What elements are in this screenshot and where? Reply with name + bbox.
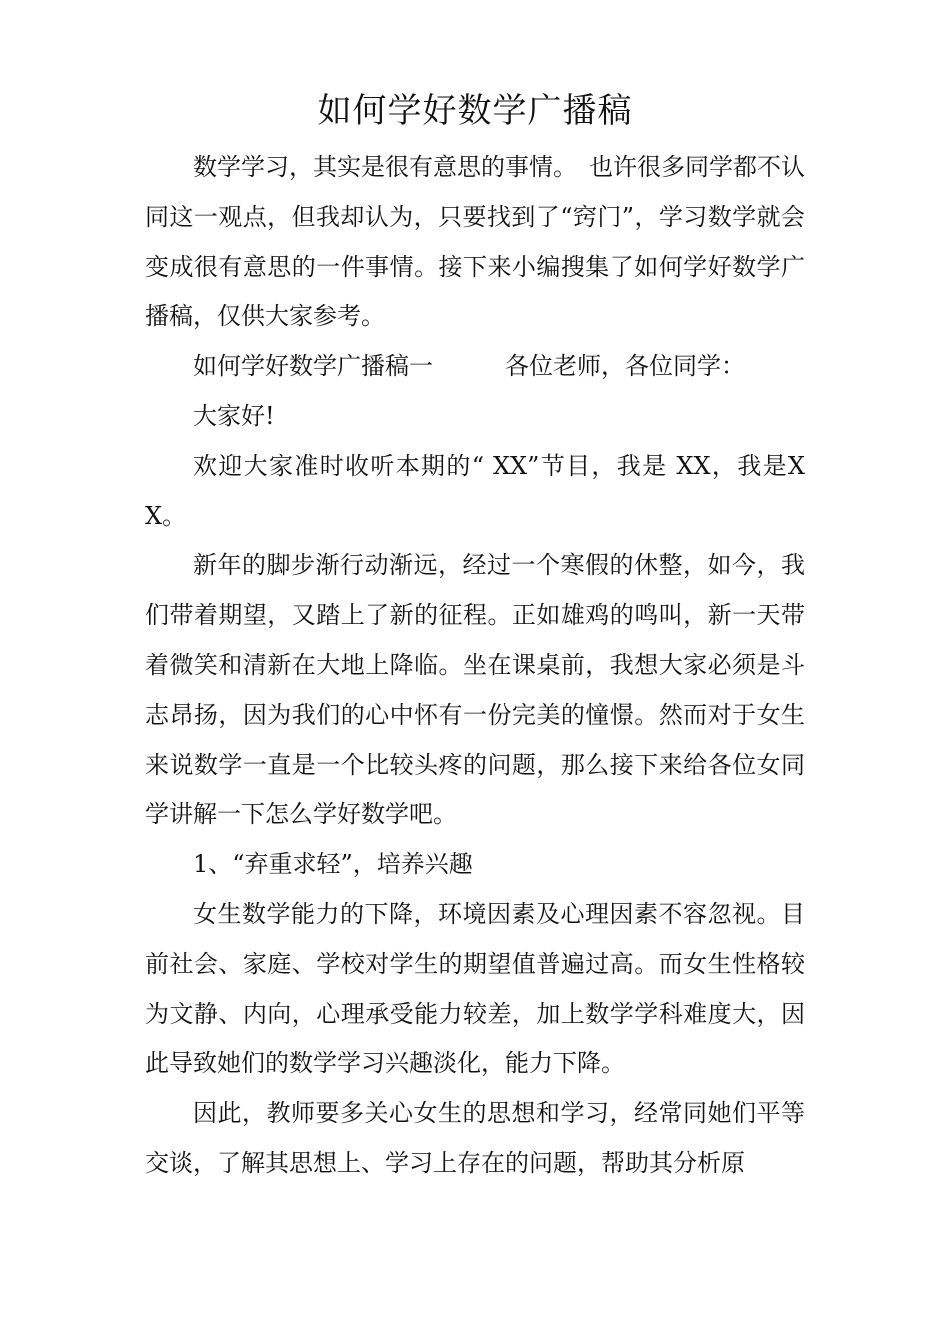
paragraph-new-year: 新年的脚步渐行动渐远，经过一个寒假的休整，如今，我们带着期望，又踏上了新的征程。正如雄鸡的鸣叫，新一天带着微笑和清新在大地上降临。坐在课桌前，我想大家必须是斗志昂扬，因为我们的心中怀有一份完美的憧憬。然而对于女生来说数学一直是一个比较头疼的问题，那么接下来给各位女同学讲解一下怎么学好数学吧。 <box>145 551 805 829</box>
paragraph-welcome: 欢迎大家准时收听本期的“ XX”节目，我是 XX，我是XX。 <box>145 451 805 530</box>
paragraph-greeting-header: 如何学好数学广播稿一 各位老师，各位同学： <box>193 352 745 381</box>
paragraph-decline: 女生数学能力的下降，环境因素及心理因素不容忽视。目前社会、家庭、学校对学生的期望值普遍过高。而女生性格较为文静、内向，心理承受能力较差，加上数学学科难度大，因此导致她们的数学学习兴趣淡化，能力下降。 <box>145 899 805 1078</box>
document-title: 如何学好数学广播稿 <box>317 91 633 131</box>
document-body <box>145 143 805 1189</box>
section-heading-1: 1、“弃重求轻”，培养兴趣 <box>193 850 473 879</box>
paragraph-teacher: 因此，教师要多关心女生的思想和学习，经常同她们平等交谈，了解其思想上、学习上存在的问题，帮助其分析原 <box>145 1099 805 1177</box>
paragraph-hello: 大家好! <box>193 401 275 430</box>
paragraph-intro: 数学学习，其实是很有意思的事情。 也许很多同学都不认同这一观点，但我却认为，只要找到了“窍门”，学习数学就会变成很有意思的一件事情。接下来小编搜集了如何学好数学广播稿，仅供大家参考。 <box>145 153 805 331</box>
